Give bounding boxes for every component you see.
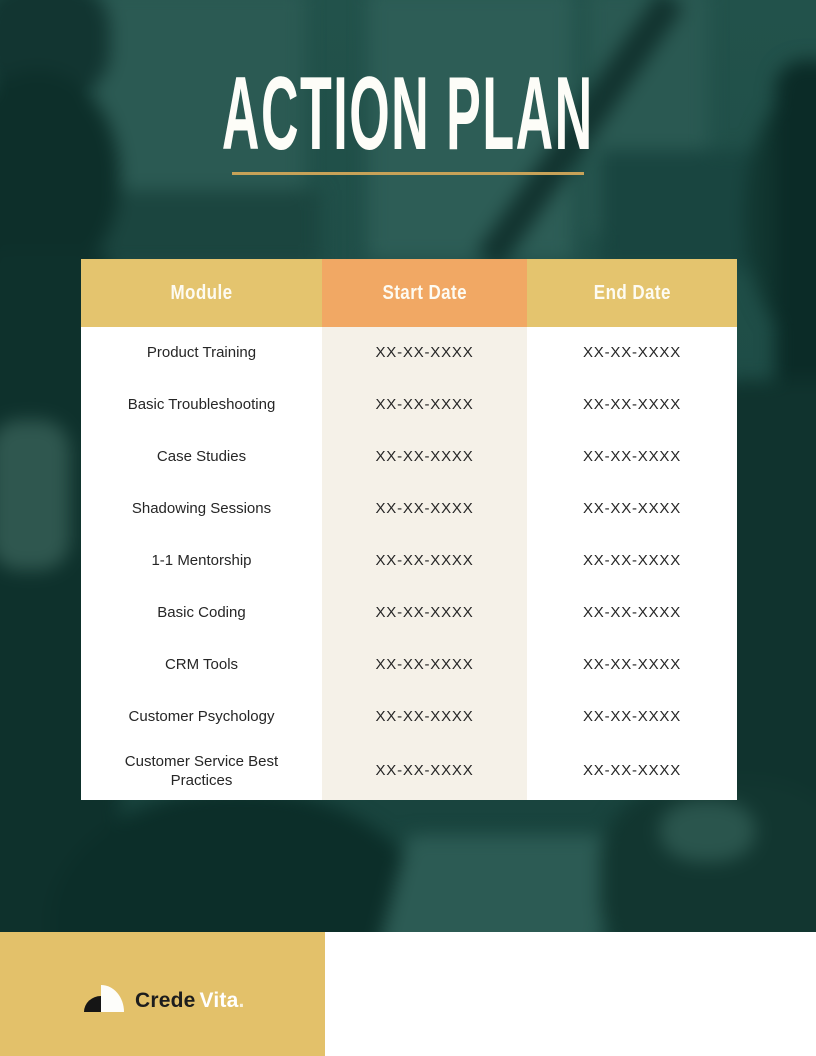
credevita-logo-text	[135, 990, 245, 1011]
title-underline	[232, 172, 584, 175]
column-header-start-date: Start Date	[322, 259, 527, 327]
brand-name-secondary: Vita	[199, 989, 239, 1012]
logo-quarter-dark	[84, 996, 101, 1012]
start-date-cell: XX-XX-XXXX	[322, 379, 527, 431]
start-date-cell: XX-XX-XXXX	[322, 743, 527, 800]
module-cell: Basic Coding	[157, 603, 246, 621]
start-date-cell: XX-XX-XXXX	[322, 535, 527, 587]
end-date-cell: XX-XX-XXXX	[582, 655, 682, 673]
table-row	[81, 587, 737, 639]
table-body	[81, 327, 737, 800]
column-header-end-date: End Date	[527, 259, 737, 327]
start-date-cell: XX-XX-XXXX	[322, 639, 527, 691]
start-date-cell: XX-XX-XXXX	[322, 327, 527, 379]
module-cell: Product Training	[146, 343, 257, 361]
hands-silhouette	[660, 800, 755, 862]
end-date-cell: XX-XX-XXXX	[582, 603, 682, 621]
end-date-cell: XX-XX-XXXX	[582, 707, 682, 725]
credevita-logo	[84, 985, 245, 1012]
logo-quarter-light	[101, 985, 124, 1012]
end-date-cell: XX-XX-XXXX	[582, 499, 682, 517]
end-date-cell: XX-XX-XXXX	[582, 447, 682, 465]
table-row	[81, 327, 737, 379]
page-title-text: ACTION PLAN	[222, 56, 594, 172]
start-date-cell: XX-XX-XXXX	[322, 691, 527, 743]
column-header-module: Module	[81, 259, 322, 327]
module-cell: Basic Troubleshooting	[127, 395, 276, 413]
module-cell: CRM Tools	[164, 655, 239, 673]
brand-name-suffix: .	[238, 989, 245, 1012]
table-row	[81, 639, 737, 691]
desk-surface	[371, 835, 629, 932]
module-cell: Customer Psychology	[128, 707, 275, 725]
table-header-row	[81, 259, 737, 327]
table-row	[81, 379, 737, 431]
table-row	[81, 535, 737, 587]
module-cell: Case Studies	[156, 447, 247, 465]
start-date-cell: XX-XX-XXXX	[322, 587, 527, 639]
start-date-cell: XX-XX-XXXX	[322, 431, 527, 483]
table-row	[81, 431, 737, 483]
end-date-cell: XX-XX-XXXX	[582, 395, 682, 413]
module-cell: 1-1 Mentorship	[151, 551, 252, 569]
start-date-cell: XX-XX-XXXX	[322, 483, 527, 535]
page-title	[0, 56, 816, 172]
end-date-cell: XX-XX-XXXX	[582, 762, 682, 780]
module-cell: Shadowing Sessions	[131, 499, 272, 517]
table-row	[81, 483, 737, 535]
table-row	[81, 691, 737, 743]
end-date-cell: XX-XX-XXXX	[582, 343, 682, 361]
footer-gold-band	[0, 932, 325, 1056]
table-row	[81, 743, 737, 800]
credevita-logo-icon	[84, 985, 124, 1012]
brand-name-primary: Crede	[135, 989, 196, 1012]
person-left-silhouette	[0, 420, 70, 570]
end-date-cell: XX-XX-XXXX	[582, 551, 682, 569]
module-cell: Customer Service Best Practices	[124, 752, 279, 789]
action-plan-table	[81, 259, 737, 800]
